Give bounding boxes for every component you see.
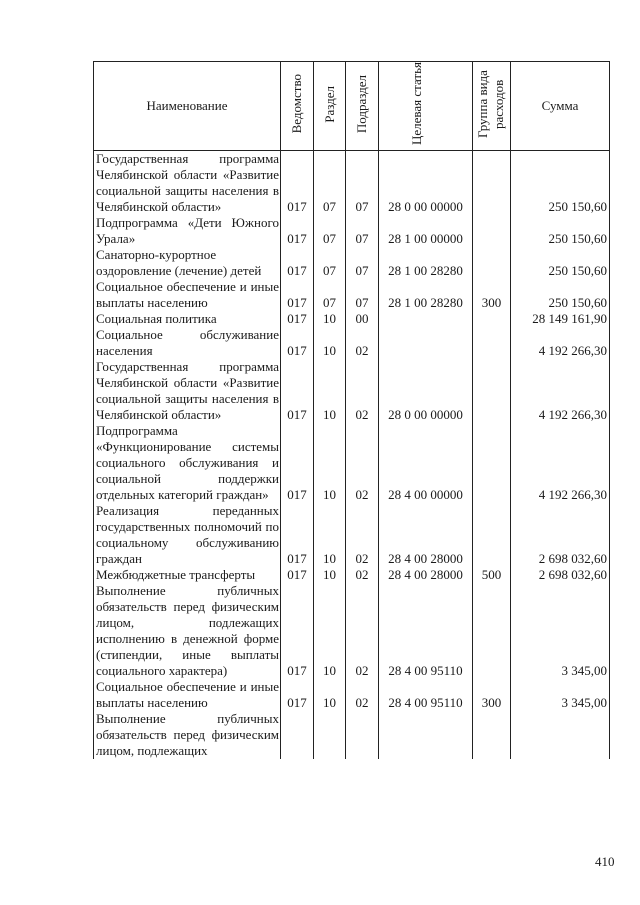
row-celevaya-statya: 28 1 00 28280 <box>379 247 473 279</box>
row-celevaya-statya: 28 4 00 28000 <box>379 503 473 567</box>
row-name: Государственная программа Челябинской области «Развитие социальной защиты населения в Челябинской области» <box>94 359 281 423</box>
table-row <box>94 679 610 711</box>
row-vedomstvo: 017 <box>281 567 314 583</box>
row-razdel: 10 <box>314 311 346 327</box>
row-vedomstvo: 017 <box>281 583 314 679</box>
row-summa: 2 698 032,60 <box>511 503 610 567</box>
row-podrazdel <box>346 711 379 759</box>
row-vedomstvo: 017 <box>281 359 314 423</box>
row-podrazdel: 07 <box>346 279 379 311</box>
header-razdel-label: Раздел <box>321 85 337 123</box>
row-vedomstvo: 017 <box>281 215 314 247</box>
table-row <box>94 583 610 679</box>
row-vedomstvo: 017 <box>281 423 314 503</box>
row-gruppa <box>473 215 511 247</box>
row-name: Подпрограмма «Функционирование системы социального обслуживания и социальной поддержки отдельных категорий граждан» <box>94 423 281 503</box>
row-gruppa <box>473 583 511 679</box>
row-celevaya-statya: 28 1 00 28280 <box>379 279 473 311</box>
row-razdel: 10 <box>314 583 346 679</box>
table-row <box>94 359 610 423</box>
row-name: Межбюджетные трансферты <box>94 567 281 583</box>
row-podrazdel: 02 <box>346 327 379 359</box>
row-razdel <box>314 711 346 759</box>
row-name: Социальное обеспечение и иные выплаты населению <box>94 679 281 711</box>
row-vedomstvo: 017 <box>281 151 314 216</box>
table-row <box>94 311 610 327</box>
row-razdel: 07 <box>314 215 346 247</box>
row-summa: 4 192 266,30 <box>511 423 610 503</box>
row-summa: 4 192 266,30 <box>511 359 610 423</box>
table-row <box>94 567 610 583</box>
row-name: Социальная политика <box>94 311 281 327</box>
row-razdel: 07 <box>314 247 346 279</box>
row-summa: 250 150,60 <box>511 247 610 279</box>
row-vedomstvo: 017 <box>281 247 314 279</box>
row-razdel: 10 <box>314 327 346 359</box>
table-row <box>94 711 610 759</box>
row-vedomstvo: 017 <box>281 311 314 327</box>
row-summa: 250 150,60 <box>511 151 610 216</box>
table-row <box>94 327 610 359</box>
row-gruppa <box>473 503 511 567</box>
row-summa: 3 345,00 <box>511 583 610 679</box>
row-gruppa <box>473 247 511 279</box>
table-header-row <box>94 62 610 151</box>
row-summa: 250 150,60 <box>511 215 610 247</box>
row-celevaya-statya: 28 4 00 95110 <box>379 583 473 679</box>
row-celevaya-statya <box>379 327 473 359</box>
header-podrazdel <box>346 62 379 151</box>
row-gruppa: 500 <box>473 567 511 583</box>
row-gruppa <box>473 711 511 759</box>
table-row <box>94 279 610 311</box>
row-name: Социальное обслуживание населения <box>94 327 281 359</box>
row-celevaya-statya: 28 1 00 00000 <box>379 215 473 247</box>
row-vedomstvo: 017 <box>281 279 314 311</box>
row-gruppa: 300 <box>473 679 511 711</box>
header-summa <box>511 62 610 151</box>
row-name: Реализация переданных государственных полномочий по социальному обслуживанию граждан <box>94 503 281 567</box>
row-gruppa <box>473 151 511 216</box>
budget-table <box>93 61 610 759</box>
row-summa: 250 150,60 <box>511 279 610 311</box>
row-podrazdel: 02 <box>346 503 379 567</box>
row-podrazdel: 02 <box>346 583 379 679</box>
row-vedomstvo: 017 <box>281 327 314 359</box>
table-row <box>94 423 610 503</box>
row-name: Государственная программа Челябинской области «Развитие социальной защиты населения в Челябинской области» <box>94 151 281 216</box>
row-name: Выполнение публичных обязательств перед физическим лицом, подлежащих <box>94 711 281 759</box>
row-razdel: 10 <box>314 359 346 423</box>
header-celevaya-statya <box>379 62 473 151</box>
row-summa: 4 192 266,30 <box>511 327 610 359</box>
header-celevaya-statya-label: Целевая статья <box>408 62 424 146</box>
row-razdel: 10 <box>314 567 346 583</box>
row-podrazdel: 07 <box>346 151 379 216</box>
row-name: Выполнение публичных обязательств перед физическим лицом, подлежащих исполнению в денежной форме (стипендии, иные выплаты социального характера) <box>94 583 281 679</box>
row-celevaya-statya <box>379 311 473 327</box>
row-vedomstvo: 017 <box>281 679 314 711</box>
header-name-label: Наименование <box>146 98 228 113</box>
row-summa <box>511 711 610 759</box>
page-number: 410 <box>595 854 615 869</box>
header-vedomstvo <box>281 62 314 151</box>
row-name: Социальное обеспечение и иные выплаты населению <box>94 279 281 311</box>
row-celevaya-statya: 28 4 00 00000 <box>379 423 473 503</box>
header-podrazdel-label: Подраздел <box>354 74 369 134</box>
row-celevaya-statya: 28 4 00 95110 <box>379 679 473 711</box>
row-gruppa <box>473 423 511 503</box>
table-row <box>94 247 610 279</box>
header-gruppa-label: Группа вида расходов <box>474 70 506 138</box>
table-row <box>94 151 610 216</box>
row-name: Санаторно-курортное оздоровление (лечение) детей <box>94 247 281 279</box>
row-podrazdel: 07 <box>346 215 379 247</box>
table-row <box>94 503 610 567</box>
row-podrazdel: 00 <box>346 311 379 327</box>
header-summa-label: Сумма <box>541 98 579 113</box>
row-razdel: 10 <box>314 423 346 503</box>
header-vedomstvo-label: Ведомство <box>289 74 304 134</box>
row-summa: 2 698 032,60 <box>511 567 610 583</box>
row-podrazdel: 02 <box>346 679 379 711</box>
header-name <box>94 62 281 151</box>
row-razdel: 10 <box>314 679 346 711</box>
row-vedomstvo <box>281 711 314 759</box>
header-gruppa <box>473 62 511 151</box>
row-gruppa: 300 <box>473 279 511 311</box>
row-podrazdel: 02 <box>346 423 379 503</box>
row-name: Подпрограмма «Дети Южного Урала» <box>94 215 281 247</box>
row-gruppa <box>473 327 511 359</box>
row-gruppa <box>473 359 511 423</box>
row-celevaya-statya: 28 4 00 28000 <box>379 567 473 583</box>
header-razdel <box>314 62 346 151</box>
row-podrazdel: 02 <box>346 567 379 583</box>
row-summa: 3 345,00 <box>511 679 610 711</box>
table-row <box>94 215 610 247</box>
row-celevaya-statya <box>379 711 473 759</box>
row-podrazdel: 02 <box>346 359 379 423</box>
row-celevaya-statya: 28 0 00 00000 <box>379 151 473 216</box>
row-podrazdel: 07 <box>346 247 379 279</box>
row-summa: 28 149 161,90 <box>511 311 610 327</box>
row-vedomstvo: 017 <box>281 503 314 567</box>
row-gruppa <box>473 311 511 327</box>
row-razdel: 10 <box>314 503 346 567</box>
row-celevaya-statya: 28 0 00 00000 <box>379 359 473 423</box>
row-razdel: 07 <box>314 151 346 216</box>
row-razdel: 07 <box>314 279 346 311</box>
